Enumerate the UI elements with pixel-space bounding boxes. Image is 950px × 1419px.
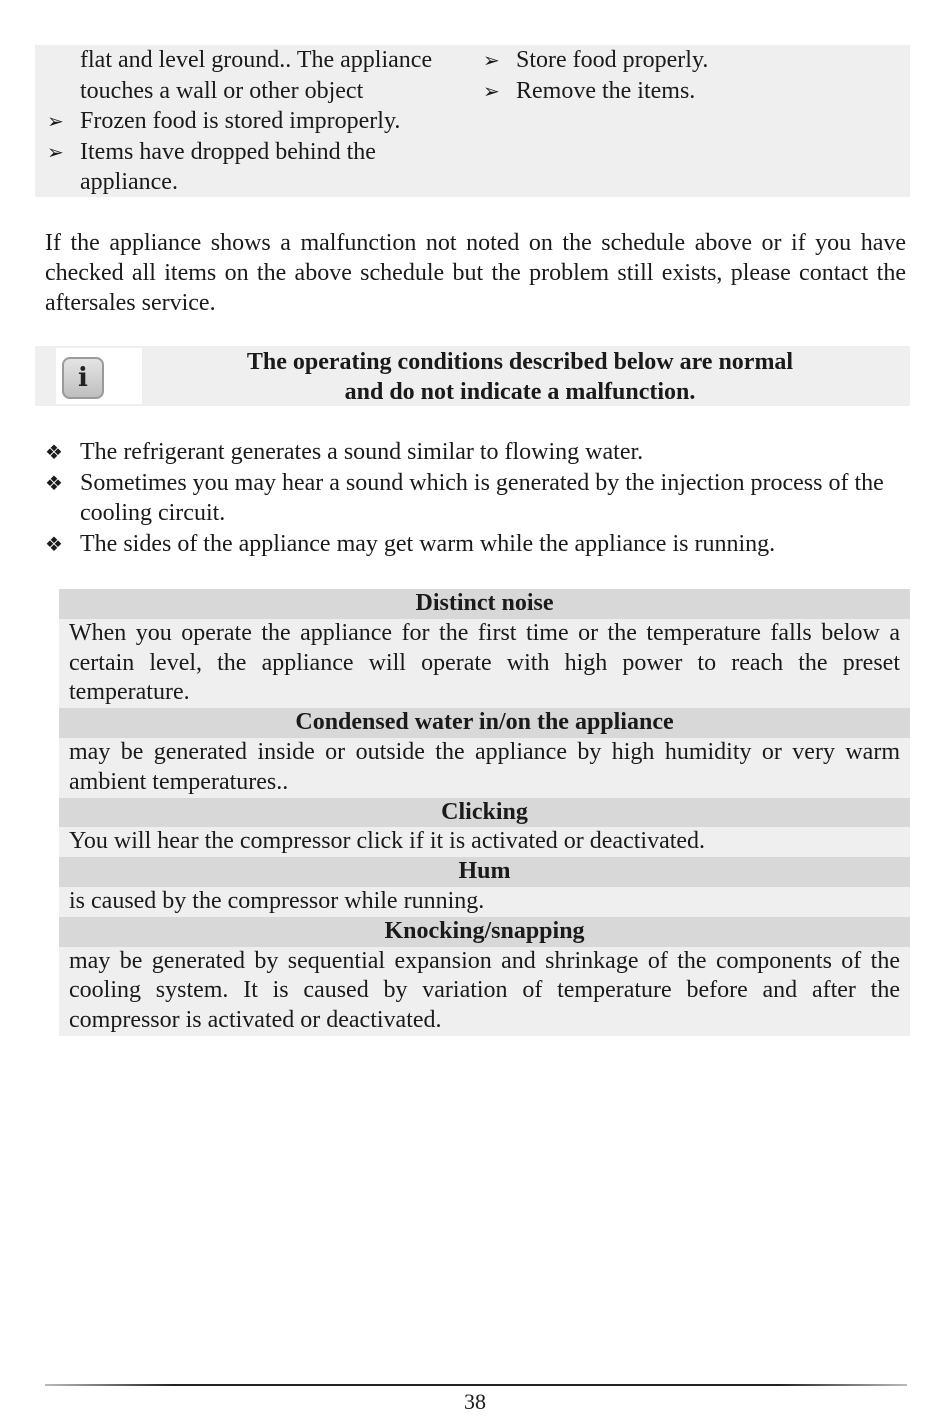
cause-item <box>47 137 477 198</box>
list-item-text: The refrigerant generates a sound similar to flowing water. <box>80 439 644 465</box>
cause-text: Items have dropped behind the appliance. <box>80 138 376 195</box>
arrow-bullet-icon: ➢ <box>47 109 64 133</box>
diamond-bullet-icon: ❖ <box>45 531 63 556</box>
list-item-text: The sides of the appliance may get warm while the appliance is running. <box>80 530 776 557</box>
condition-heading: Condensed water in/on the appliance <box>59 708 910 738</box>
footer-divider <box>45 1384 907 1386</box>
page-number: 38 <box>464 1389 486 1414</box>
diamond-bullet-icon: ❖ <box>45 440 63 464</box>
condition-heading: Distinct noise <box>59 589 910 619</box>
remedy-text: Remove the items. <box>516 77 696 104</box>
condition-description: is caused by the compressor while running. <box>59 887 910 917</box>
condition-description: When you operate the appliance for the first time or the temperature falls below a certain level, the appliance will operate with high power to reach the preset temperature. <box>59 619 910 708</box>
arrow-bullet-icon: ➢ <box>47 139 64 164</box>
diamond-bullet-icon: ❖ <box>45 470 63 495</box>
cause-text: flat and level ground.. The appliance touches a wall or other object <box>80 47 433 104</box>
arrow-bullet-icon: ➢ <box>483 78 500 103</box>
remedy-text: Store food properly. <box>516 47 709 73</box>
cause-text: Frozen food is stored improperly. <box>80 108 401 134</box>
condition-description: may be generated inside or outside the appliance by high humidity or very warm ambient temperatures.. <box>59 738 910 798</box>
aftersales-paragraph: If the appliance shows a malfunction not noted on the schedule above or if you have checked all items on the above schedule but the problem still exists, please contact the aftersales service. <box>45 230 906 316</box>
info-icon <box>62 357 104 399</box>
info-note-line: The operating conditions described below are normal <box>246 349 794 375</box>
condition-heading: Hum <box>59 857 910 887</box>
list-item-text: Sometimes you may hear a sound which is generated by the injection process of the cooling circuit. <box>80 469 884 526</box>
condition-heading: Clicking <box>59 798 910 828</box>
remedies-column <box>483 45 903 106</box>
list-item <box>45 468 907 529</box>
troubleshooting-table-fragment <box>35 45 910 197</box>
condition-description: You will hear the compressor click if it is activated or deactivated. <box>59 827 910 857</box>
cause-item <box>47 106 477 137</box>
cause-item <box>47 45 477 106</box>
list-item <box>45 437 907 468</box>
info-note-line: and do not indicate a malfunction. <box>344 379 696 405</box>
causes-column <box>47 45 477 198</box>
info-note-text <box>130 347 910 407</box>
list-item <box>45 529 907 560</box>
arrow-bullet-icon: ➢ <box>483 48 500 72</box>
condition-heading: Knocking/snapping <box>59 917 910 947</box>
normal-conditions-list <box>45 437 907 559</box>
operating-conditions-table <box>59 589 910 1036</box>
condition-description: may be generated by sequential expansion and shrinkage of the components of the cooling system. It is caused by variation of temperature before and after the compressor is activated or deactivated. <box>59 947 910 1036</box>
remedy-item <box>483 76 903 107</box>
info-icon-glyph: i <box>78 363 88 393</box>
remedy-item <box>483 45 903 76</box>
